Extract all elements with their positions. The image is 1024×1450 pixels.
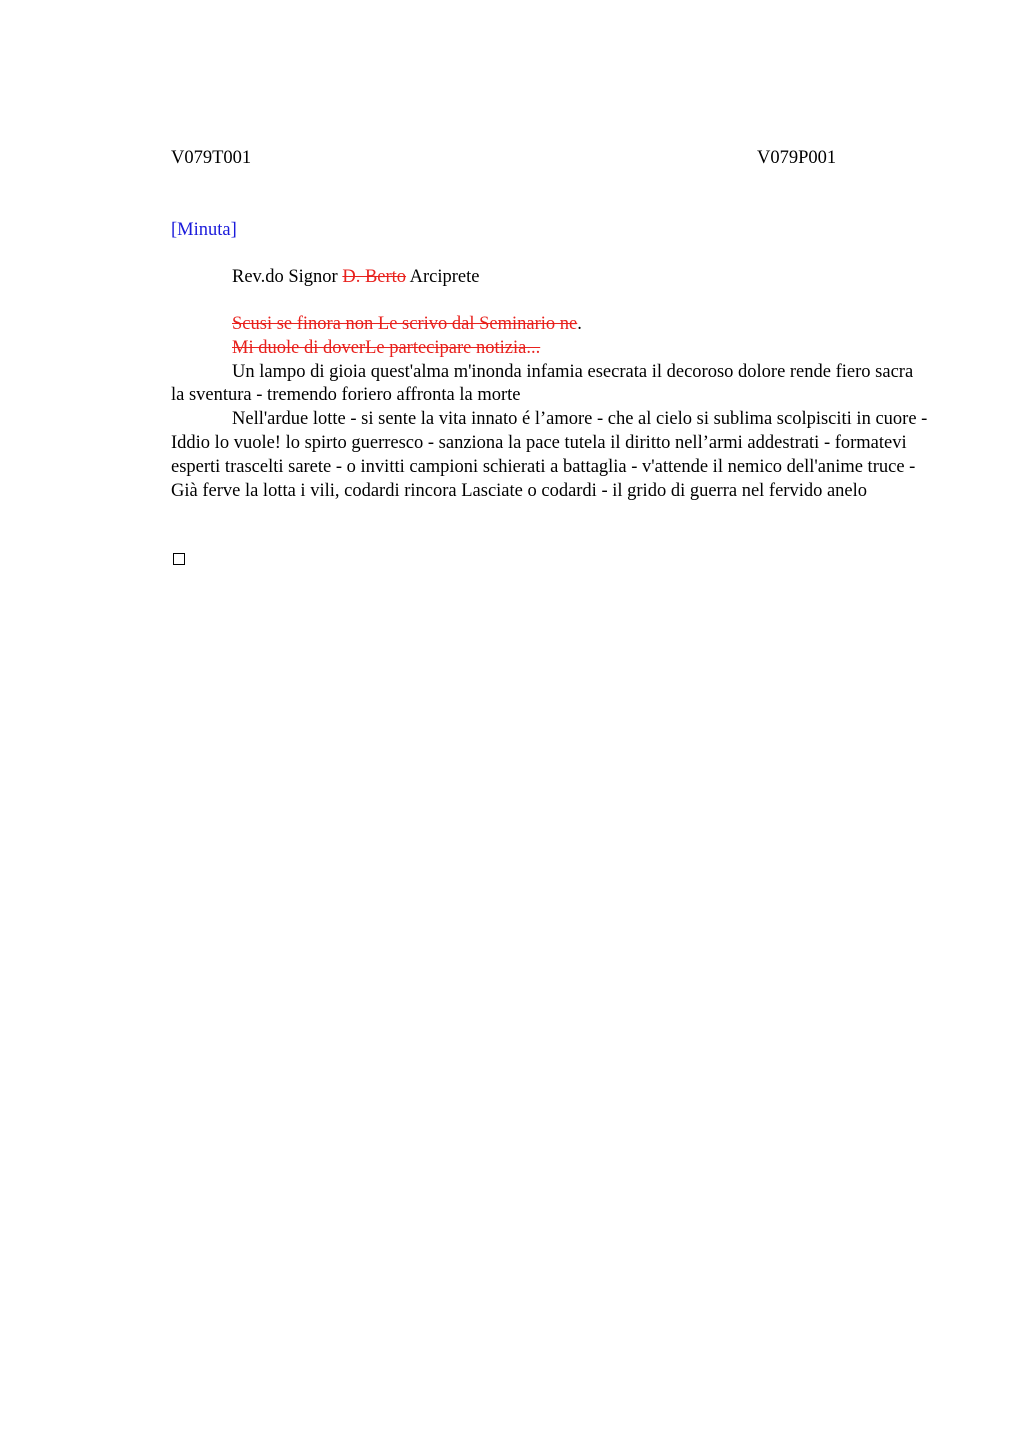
minuta-label: [Minuta] <box>171 220 237 240</box>
deleted-name: D. Berto <box>342 267 407 287</box>
salutation-line <box>232 266 480 288</box>
paragraph: Nell'ardue lotte - si sente la vita innato é l’amore - che al cielo si sublima scolpisciti in cuore - Iddio lo vuole! lo spirto guerresco - sanziona la pace tutela il diritto nell’armi addestrati - formatevi esperti trascelti sarete - o invitti campioni schierati a battaglia - v'attende il nemico dell'anime truce - Già ferve la lotta i vili, codardi rincora Lasciate o codardi - il grido di guerra nel fervido anelo <box>171 409 928 501</box>
deleted-line-1 <box>171 313 931 337</box>
deleted-line-2 <box>171 337 931 361</box>
letter-body <box>171 313 931 503</box>
checkbox-square <box>173 553 185 565</box>
salutation-suffix: Arciprete <box>406 267 480 287</box>
paragraph: Un lampo di gioia quest'alma m'inonda infamia esecrata il decoroso dolore rende fiero sacra la sventura - tremendo foriero affronta la morte <box>171 361 914 406</box>
deleted-line-end: . <box>577 314 582 334</box>
salutation-prefix: Rev.do Signor <box>232 267 343 287</box>
document-reference-right: V079P001 <box>757 148 837 168</box>
deleted-text: Scusi se finora non Le scrivo dal Seminario ne <box>232 314 578 334</box>
document-reference-left: V079T001 <box>171 148 252 168</box>
deleted-text: Mi duole di doverLe partecipare notizia... <box>232 337 541 358</box>
